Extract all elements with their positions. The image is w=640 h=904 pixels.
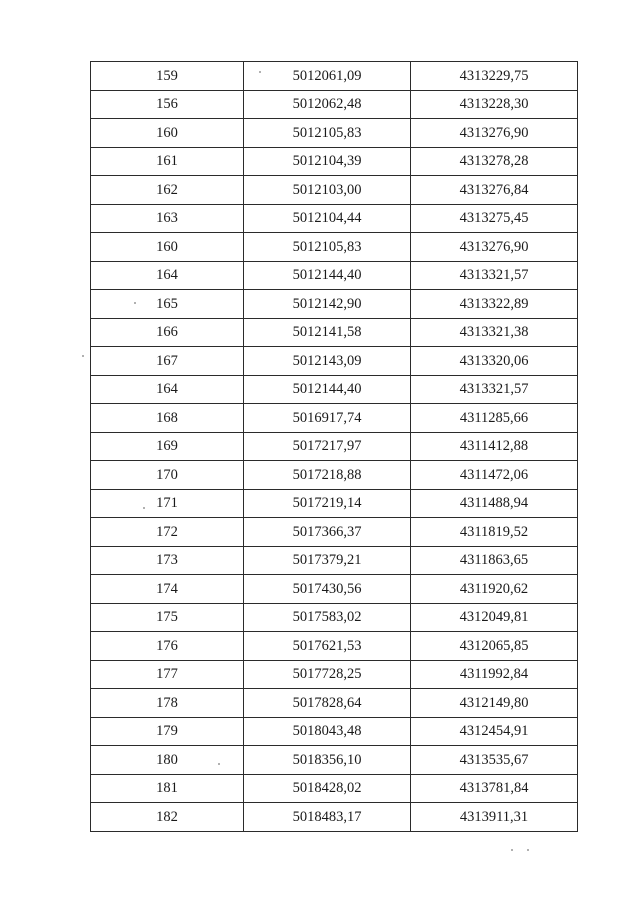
- x-coordinate-cell: 5018428,02: [244, 774, 411, 803]
- x-coordinate-cell: 5018356,10: [244, 746, 411, 775]
- x-coordinate-cell: 5012105,83: [244, 119, 411, 148]
- table-row: [91, 404, 578, 433]
- table-row: [91, 290, 578, 319]
- y-coordinate-cell: 4313228,30: [411, 90, 578, 119]
- x-coordinate-cell: 5018043,48: [244, 717, 411, 746]
- x-coordinate-cell: 5017621,53: [244, 632, 411, 661]
- scan-speck: [82, 355, 84, 357]
- y-coordinate-cell: 4313911,31: [411, 803, 578, 832]
- table-row: [91, 632, 578, 661]
- x-coordinate-cell: 5012104,39: [244, 147, 411, 176]
- scan-speck: [527, 849, 529, 851]
- point-number-cell: 170: [91, 461, 244, 490]
- scan-speck: [134, 302, 136, 304]
- point-number-cell: 172: [91, 518, 244, 547]
- scan-speck: [143, 507, 145, 509]
- table-row: [91, 746, 578, 775]
- table-row: [91, 575, 578, 604]
- point-number-cell: 167: [91, 347, 244, 376]
- point-number-cell: 171: [91, 489, 244, 518]
- table-row: [91, 261, 578, 290]
- table-row: [91, 803, 578, 832]
- x-coordinate-cell: 5017379,21: [244, 546, 411, 575]
- y-coordinate-cell: 4313321,38: [411, 318, 578, 347]
- point-number-cell: 163: [91, 204, 244, 233]
- y-coordinate-cell: 4313321,57: [411, 375, 578, 404]
- x-coordinate-cell: 5012105,83: [244, 233, 411, 262]
- x-coordinate-cell: 5017366,37: [244, 518, 411, 547]
- table-row: [91, 717, 578, 746]
- table-row: [91, 90, 578, 119]
- point-number-cell: 164: [91, 375, 244, 404]
- x-coordinate-cell: 5017728,25: [244, 660, 411, 689]
- x-coordinate-cell: 5012141,58: [244, 318, 411, 347]
- y-coordinate-cell: 4313229,75: [411, 62, 578, 91]
- point-number-cell: 159: [91, 62, 244, 91]
- scan-speck: [259, 71, 261, 73]
- table-row: [91, 119, 578, 148]
- table-row: [91, 176, 578, 205]
- table-row: [91, 233, 578, 262]
- x-coordinate-cell: 5017219,14: [244, 489, 411, 518]
- x-coordinate-cell: 5012061,09: [244, 62, 411, 91]
- table-row: [91, 147, 578, 176]
- table-row: [91, 375, 578, 404]
- point-number-cell: 182: [91, 803, 244, 832]
- point-number-cell: 176: [91, 632, 244, 661]
- y-coordinate-cell: 4313781,84: [411, 774, 578, 803]
- scan-speck: [511, 849, 513, 851]
- x-coordinate-cell: 5017217,97: [244, 432, 411, 461]
- point-number-cell: 168: [91, 404, 244, 433]
- x-coordinate-cell: 5018483,17: [244, 803, 411, 832]
- table-row: [91, 461, 578, 490]
- y-coordinate-cell: 4313321,57: [411, 261, 578, 290]
- point-number-cell: 181: [91, 774, 244, 803]
- x-coordinate-cell: 5012142,90: [244, 290, 411, 319]
- x-coordinate-cell: 5017583,02: [244, 603, 411, 632]
- x-coordinate-cell: 5012103,00: [244, 176, 411, 205]
- y-coordinate-cell: 4311819,52: [411, 518, 578, 547]
- point-number-cell: 177: [91, 660, 244, 689]
- point-number-cell: 166: [91, 318, 244, 347]
- point-number-cell: 173: [91, 546, 244, 575]
- x-coordinate-cell: 5012062,48: [244, 90, 411, 119]
- point-number-cell: 165: [91, 290, 244, 319]
- y-coordinate-cell: 4313278,28: [411, 147, 578, 176]
- table-row: [91, 432, 578, 461]
- table-row: [91, 347, 578, 376]
- y-coordinate-cell: 4311920,62: [411, 575, 578, 604]
- table-row: [91, 546, 578, 575]
- x-coordinate-cell: 5012104,44: [244, 204, 411, 233]
- table-row: [91, 689, 578, 718]
- y-coordinate-cell: 4311863,65: [411, 546, 578, 575]
- point-number-cell: 161: [91, 147, 244, 176]
- x-coordinate-cell: 5012143,09: [244, 347, 411, 376]
- coordinates-table: [90, 61, 578, 832]
- y-coordinate-cell: 4311472,06: [411, 461, 578, 490]
- x-coordinate-cell: 5017430,56: [244, 575, 411, 604]
- point-number-cell: 162: [91, 176, 244, 205]
- coordinates-table-body: [91, 62, 578, 832]
- y-coordinate-cell: 4313275,45: [411, 204, 578, 233]
- point-number-cell: 156: [91, 90, 244, 119]
- y-coordinate-cell: 4312049,81: [411, 603, 578, 632]
- x-coordinate-cell: 5017218,88: [244, 461, 411, 490]
- y-coordinate-cell: 4312454,91: [411, 717, 578, 746]
- y-coordinate-cell: 4311992,84: [411, 660, 578, 689]
- table-row: [91, 318, 578, 347]
- scan-speck: [218, 763, 220, 765]
- x-coordinate-cell: 5012144,40: [244, 375, 411, 404]
- table-row: [91, 518, 578, 547]
- table-row: [91, 489, 578, 518]
- point-number-cell: 160: [91, 233, 244, 262]
- point-number-cell: 169: [91, 432, 244, 461]
- x-coordinate-cell: 5012144,40: [244, 261, 411, 290]
- y-coordinate-cell: 4313276,90: [411, 233, 578, 262]
- table-row: [91, 603, 578, 632]
- y-coordinate-cell: 4312065,85: [411, 632, 578, 661]
- y-coordinate-cell: 4313535,67: [411, 746, 578, 775]
- y-coordinate-cell: 4311488,94: [411, 489, 578, 518]
- point-number-cell: 180: [91, 746, 244, 775]
- y-coordinate-cell: 4313322,89: [411, 290, 578, 319]
- table-row: [91, 774, 578, 803]
- y-coordinate-cell: 4313276,84: [411, 176, 578, 205]
- x-coordinate-cell: 5016917,74: [244, 404, 411, 433]
- point-number-cell: 160: [91, 119, 244, 148]
- point-number-cell: 175: [91, 603, 244, 632]
- y-coordinate-cell: 4311412,88: [411, 432, 578, 461]
- table-row: [91, 204, 578, 233]
- point-number-cell: 178: [91, 689, 244, 718]
- y-coordinate-cell: 4311285,66: [411, 404, 578, 433]
- y-coordinate-cell: 4313276,90: [411, 119, 578, 148]
- point-number-cell: 179: [91, 717, 244, 746]
- point-number-cell: 164: [91, 261, 244, 290]
- table-row: [91, 62, 578, 91]
- y-coordinate-cell: 4312149,80: [411, 689, 578, 718]
- point-number-cell: 174: [91, 575, 244, 604]
- y-coordinate-cell: 4313320,06: [411, 347, 578, 376]
- x-coordinate-cell: 5017828,64: [244, 689, 411, 718]
- table-row: [91, 660, 578, 689]
